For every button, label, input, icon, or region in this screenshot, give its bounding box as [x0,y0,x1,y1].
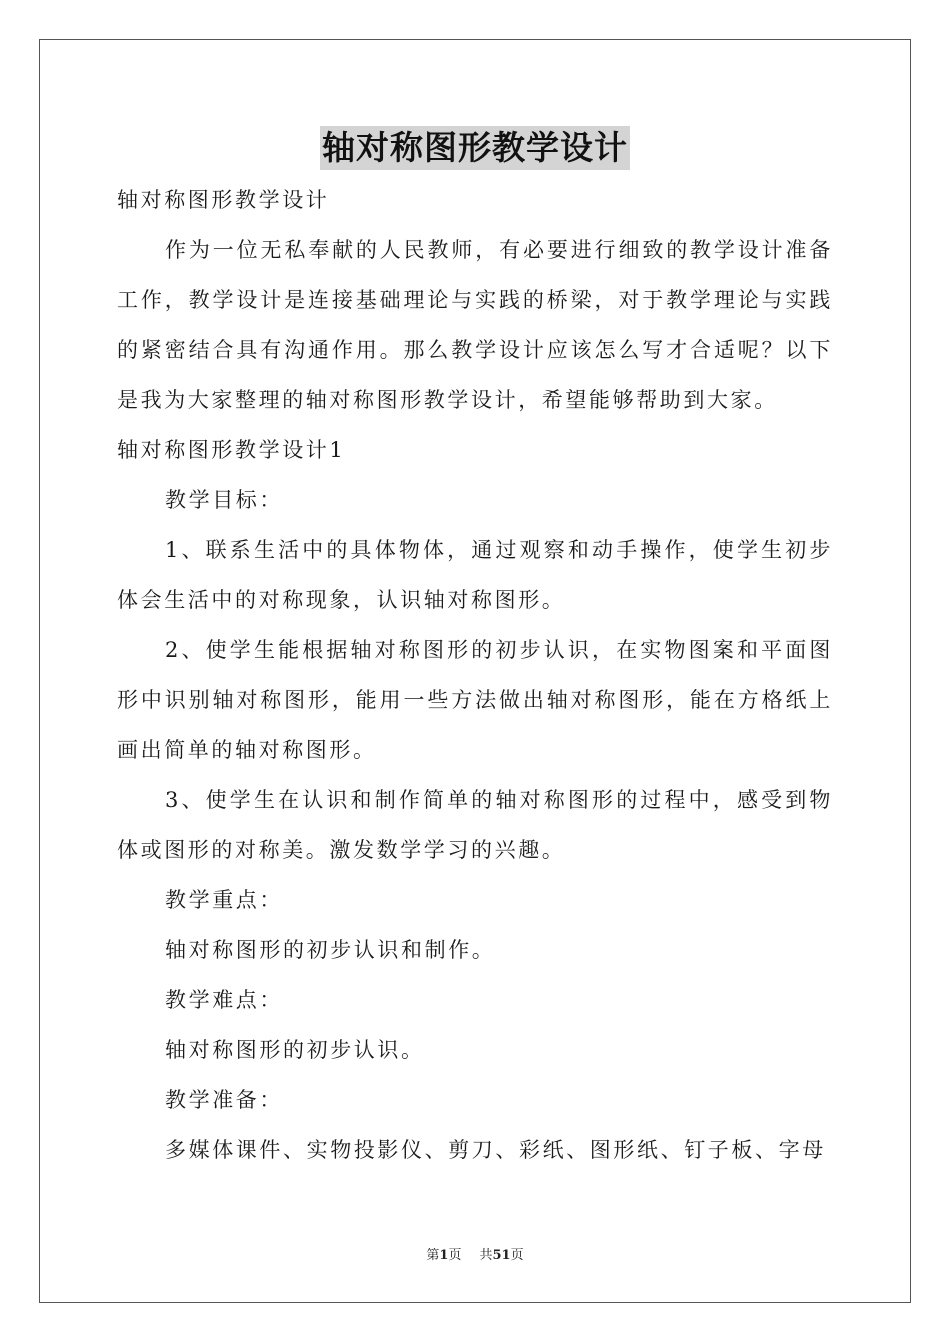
title-container [0,126,950,170]
footer-page-number: 1 [439,1248,449,1263]
label-objectives: 教学目标： [165,488,283,512]
paragraph-intro: 作为一位无私奉献的人民教师，有必要进行细致的教学设计准备工作，教学设计是连接基础理论与实践的桥梁，对于教学理论与实践的紧密结合具有沟通作用。那么教学设计应该怎么写才合适呢？以下是我为大家整理的轴对称图形教学设计，希望能够帮助到大家。 [117,238,833,412]
objective-item-3: 3、使学生在认识和制作简单的轴对称图形的过程中，感受到物体或图形的对称美。激发数学学习的兴趣。 [117,788,833,862]
document-title: 轴对称图形教学设计 [320,126,630,170]
footer-total-pages: 51 [492,1248,511,1263]
section-heading: 轴对称图形教学设计1 [117,438,346,462]
footer-page-suffix: 页 [448,1248,462,1263]
objective-item-2: 2、使学生能根据轴对称图形的初步认识，在实物图案和平面图形中识别轴对称图形，能用一些方法做出轴对称图形，能在方格纸上画出简单的轴对称图形。 [117,638,833,762]
preparation-text: 多媒体课件、实物投影仪、剪刀、彩纸、图形纸、钉子板、字母 [165,1138,826,1162]
footer-total-prefix: 共 [479,1248,493,1263]
footer-total-suffix: 页 [510,1248,524,1263]
objective-item-1: 1、联系生活中的具体物体，通过观察和动手操作，使学生初步体会生活中的对称现象，认识轴对称图形。 [117,538,833,612]
difficulties-text: 轴对称图形的初步认识。 [165,1038,425,1062]
key-points-text: 轴对称图形的初步认识和制作。 [165,938,496,962]
document-body [117,175,833,1175]
footer-page-prefix: 第 [426,1248,440,1263]
paragraph-subtitle: 轴对称图形教学设计 [117,188,330,212]
label-key-points: 教学重点： [165,888,283,912]
label-difficulties: 教学难点： [165,988,283,1012]
page-footer [0,1246,950,1266]
label-preparation: 教学准备： [165,1088,283,1112]
